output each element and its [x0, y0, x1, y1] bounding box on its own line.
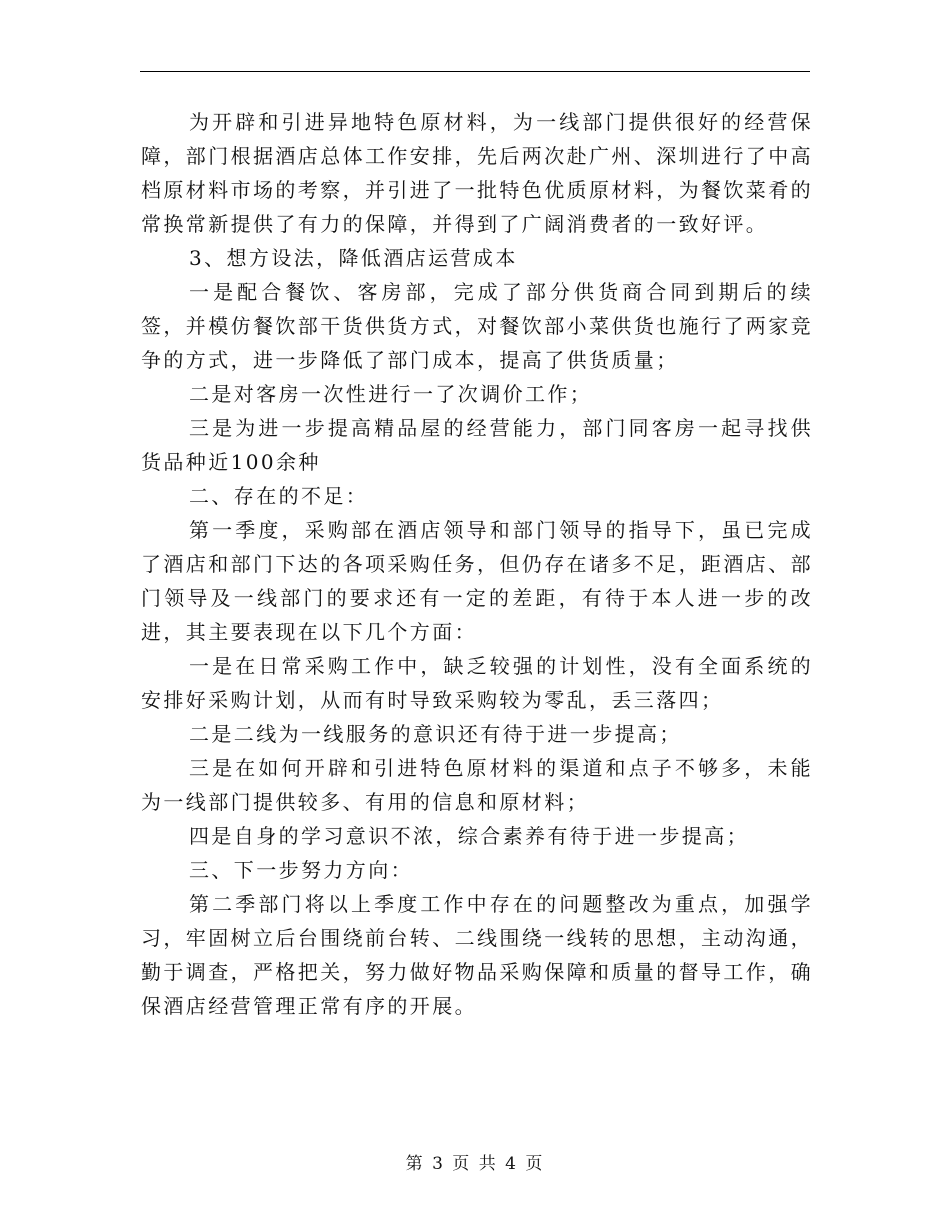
paragraph: 一是在日常采购工作中，缺乏较强的计划性，没有全面系统的安排好采购计划，从而有时导致采购较为零乱，丢三落四； — [141, 654, 813, 712]
paragraph: 一是配合餐饮、客房部，完成了部分供货商合同到期后的续签，并模仿餐饮部干货供货方式，对餐饮部小菜供货也施行了两家竞争的方式，进一步降低了部门成本，提高了供货质量； — [141, 280, 813, 372]
footer-middle: 页 共 — [452, 1154, 498, 1174]
footer-current-page: 3 — [432, 1154, 445, 1174]
paragraph: 为开辟和引进异地特色原材料，为一线部门提供很好的经营保障，部门根据酒店总体工作安排，先后两次赴广州、深圳进行了中高档原材料市场的考察，并引进了一批特色优质原材料，为餐饮菜肴的常换常新提供了有力的保障，并得到了广阔消费者的一致好评。 — [141, 110, 813, 236]
paragraph: 第二季部门将以上季度工作中存在的问题整改为重点，加强学习，牢固树立后台围绕前台转、二线围绕一线转的思想，主动沟通，勤于调查，严格把关，努力做好物品采购保障和质量的督导工作，确保酒店经营管理正常有序的开展。 — [141, 892, 813, 1018]
footer-suffix: 页 — [525, 1154, 545, 1174]
footer-prefix: 第 — [405, 1154, 425, 1174]
paragraph: 二是对客房一次性进行一了次调价工作； — [189, 382, 593, 406]
paragraph: 3、想方设法，降低酒店运营成本 — [189, 246, 518, 270]
section-heading: 三、下一步努力方向： — [189, 858, 413, 882]
section-heading: 二、存在的不足： — [189, 484, 369, 508]
paragraph: 三是为进一步提高精品屋的经营能力，部门同客房一起寻找供货品种近100余种 — [141, 416, 813, 474]
footer-total-pages: 4 — [505, 1154, 518, 1174]
paragraph: 二是二线为一线服务的意识还有待于进一步提高； — [189, 722, 682, 746]
document-body — [141, 105, 813, 1023]
page-footer — [0, 1153, 950, 1175]
header-rule — [140, 71, 810, 72]
paragraph: 四是自身的学习意识不浓，综合素养有待于进一步提高； — [189, 824, 749, 848]
paragraph: 三是在如何开辟和引进特色原材料的渠道和点子不够多，未能为一线部门提供较多、有用的信息和原材料； — [141, 756, 813, 814]
paragraph: 第一季度，采购部在酒店领导和部门领导的指导下，虽已完成了酒店和部门下达的各项采购任务，但仍存在诸多不足，距酒店、部门领导及一线部门的要求还有一定的差距，有待于本人进一步的改进，其主要表现在以下几个方面： — [141, 518, 813, 644]
